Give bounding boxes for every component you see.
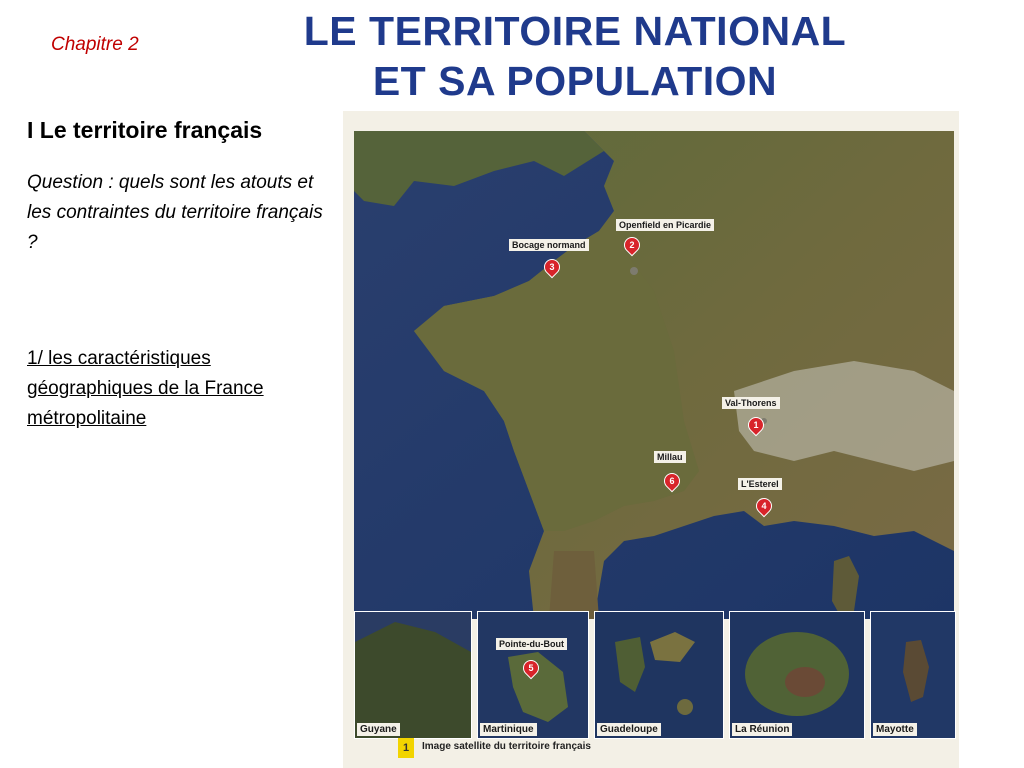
inset-label: Guadeloupe: [597, 723, 661, 736]
marker-label: Openfield en Picardie: [616, 219, 714, 231]
section-heading: I Le territoire français: [27, 117, 263, 143]
chapter-label: Chapitre 2: [51, 34, 139, 55]
map-pin-icon: 2: [621, 234, 644, 257]
map-pin-icon: 6: [661, 470, 684, 493]
figure-caption: [398, 738, 598, 756]
inset-guyane: [354, 611, 472, 739]
inset-reunion: [729, 611, 865, 739]
inset-reunion-image: [730, 612, 864, 738]
marker-label: Bocage normand: [509, 239, 589, 251]
inset-guadeloupe: [594, 611, 724, 739]
map-pin-icon: 3: [541, 256, 564, 279]
satellite-map: [354, 131, 954, 619]
map-pin-icon[interactable]: 5: [520, 657, 543, 680]
title-line-1: LE TERRITOIRE NATIONAL: [303, 8, 847, 54]
marker-label: Millau: [654, 451, 686, 463]
inset-mayotte-image: [871, 612, 955, 738]
inset-label: Martinique: [480, 723, 537, 736]
inset-martinique: [477, 611, 589, 739]
map-pin-icon: 1: [745, 414, 768, 437]
marker-label: Pointe-du-Bout: [496, 638, 567, 650]
inset-label: Guyane: [357, 723, 400, 736]
map-pin-icon: 4: [753, 495, 776, 518]
title-line-2: ET SA POPULATION: [372, 58, 778, 104]
marker-label: Val-Thorens: [722, 397, 780, 409]
caption-text: Image satellite du territoire français: [422, 741, 591, 752]
question-text: Question : quels sont les atouts et les contraintes du territoire français ?: [27, 172, 323, 253]
marker-label: L'Esterel: [738, 478, 782, 490]
inset-guadeloupe-image: [595, 612, 723, 738]
inset-mayotte: [870, 611, 956, 739]
inset-label: La Réunion: [732, 723, 792, 736]
satellite-map-image: [354, 131, 954, 619]
satellite-figure: [343, 111, 959, 768]
subsection-heading: 1/ les caractéristiques géographiques de la France métropolitaine: [27, 348, 264, 429]
slide-title: [230, 6, 920, 106]
inset-guyane-image: [355, 612, 471, 738]
caption-number-badge: 1: [398, 738, 414, 758]
inset-label: Mayotte: [873, 723, 917, 736]
